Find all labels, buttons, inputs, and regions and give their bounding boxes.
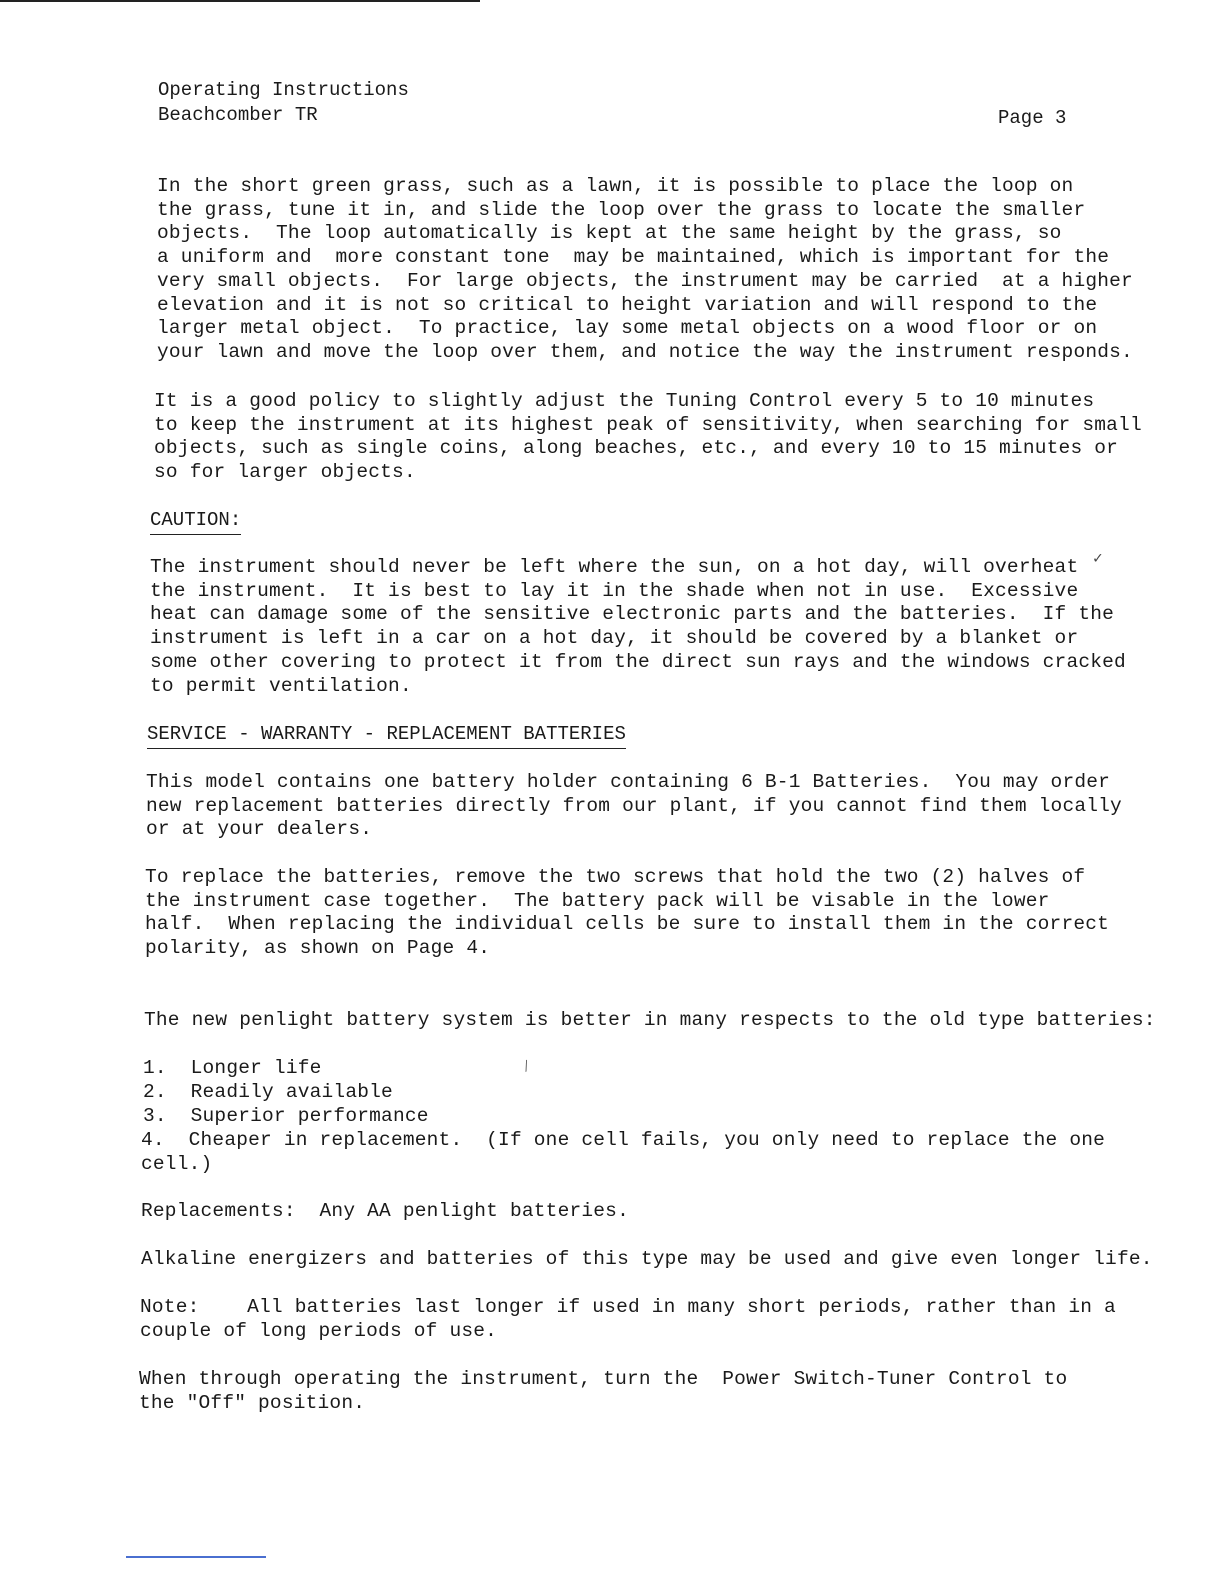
bottom-rule [126, 1556, 266, 1558]
list-item: 3. Superior performance [143, 1105, 429, 1127]
paragraph-replace-batteries: To replace the batteries, remove the two screws that hold the two (2) halves of the instrument case together. The battery pack will be visable in the lower half. When replacing the individual cells be sure to install them in the correct polarity, as shown on Page 4. [145, 866, 1110, 960]
paragraph-replacements: Replacements: Any AA penlight batteries. [141, 1200, 629, 1222]
service-heading: SERVICE - WARRANTY - REPLACEMENT BATTERIES [147, 722, 626, 749]
handwritten-check-mark: ✓ [1093, 550, 1103, 568]
caution-heading: CAUTION: [150, 508, 241, 535]
paragraph-battery-holder: This model contains one battery holder containing 6 B-1 Batteries. You may order new replacement batteries directly from our plant, if you cannot find them locally or at your dealers. [146, 771, 1122, 841]
paragraph-penlight-system: The new penlight battery system is better in many respects to the old type batteries: [144, 1009, 1156, 1031]
list-item: 4. Cheaper in replacement. (If one cell fails, you only need to replace the one cell.) [141, 1129, 1106, 1175]
paragraph-tuning-policy: It is a good policy to slightly adjust the Tuning Control every 5 to 10 minutes to keep the instrument at its highest peak of sensitivity, when searching for small objects, such as single coins, along beaches, etc., and every 10 to 15 minutes or so for larger objects. [154, 390, 1142, 484]
paragraph-ground-search: In the short green grass, such as a lawn, it is possible to place the loop on the grass, tune it in, and slide the loop over the grass to locate the smaller objects. The loop automatically is kept at the same height by the grass, so a uniform and more constant tone may be maintained, which is important for the very small objects. For large objects, the instrument may be carried at a higher elevation and it is not so critical to height variation and will respond to the larger metal object. To practice, lay some metal objects on a wood floor or on your lawn and move the loop over them, and notice the way the instrument responds. [157, 175, 1133, 363]
paragraph-alkaline: Alkaline energizers and batteries of this type may be used and give even longer life. [141, 1248, 1153, 1270]
paragraph-power-off: When through operating the instrument, turn the Power Switch-Tuner Control to the "Off" position. [139, 1368, 1068, 1414]
doc-title: Operating Instructions [158, 79, 409, 101]
page-number: Page 3 [998, 107, 1067, 129]
paragraph-note: Note: All batteries last longer if used in many short periods, rather than in a couple of long periods of use. [140, 1296, 1116, 1342]
pen-stroke-mark: ⁄ [518, 1056, 535, 1078]
model-name: Beachcomber TR [158, 104, 318, 126]
paragraph-caution: The instrument should never be left where the sun, on a hot day, will overheat the instrument. It is best to lay it in the shade when not in use. Excessive heat can damage some of the sensitive electronic parts and the batteries. If the instrument is left in a car on a hot day, it should be covered by a blanket or some other covering to protect it from the direct sun rays and the windows cracked to permit ventilation. [150, 556, 1126, 697]
list-item: 1. Longer life [143, 1057, 322, 1079]
top-rule [0, 0, 480, 2]
list-item: 2. Readily available [143, 1081, 393, 1103]
